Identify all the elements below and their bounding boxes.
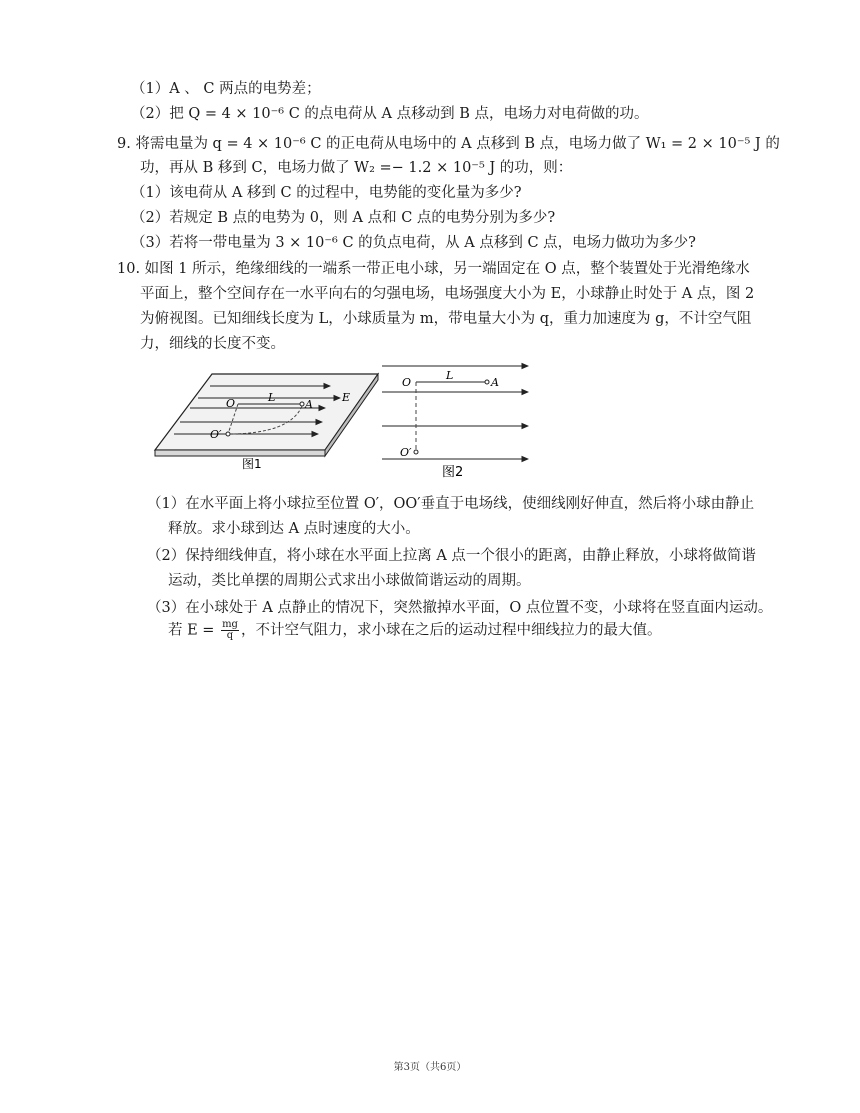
q10-sub2-line2: 运动，类比单摆的周期公式求出小球做简谐运动的周期。 (168, 573, 531, 589)
fig2-caption: 图2 (442, 465, 464, 480)
q8-sub1: （1）A 、 C 两点的电势差； (131, 81, 321, 97)
q10-line4: 力，细线的长度不变。 (140, 336, 285, 352)
q10-line1: 10. 如图 1 所示，绝缘细线的一端系一带正电小球，另一端固定在 O 点，整个装置处于光滑绝缘水 (117, 261, 750, 277)
fraction-denominator: q (226, 630, 234, 641)
fig2-label-a: A (491, 376, 499, 389)
q10-sub2-line1: （2）保持细线伸直，将小球在水平面上拉离 A 点一个很小的距离，由静止释放，小球将做简谐 (147, 548, 756, 564)
q10-sub1-line2: 释放。求小球到达 A 点时速度的大小。 (168, 521, 420, 537)
q10-sub3-pre: 若 E = (168, 622, 220, 639)
q9-line1: 9. 将需电量为 q = 4 × 10⁻⁶ C 的正电荷从电场中的 A 点移到 B 点，电场力做了 W₁ = 2 × 10⁻⁵ J 的 (117, 136, 780, 152)
fig2-label-l: L (446, 369, 454, 382)
q8-sub2: （2）把 Q = 4 × 10⁻⁶ C 的点电荷从 A 点移动到 B 点，电场力对电荷做的功。 (131, 106, 649, 122)
q10-sub3-post: ，不计空气阻力，求小球在之后的运动过程中细线拉力的最大值。 (240, 622, 662, 639)
q10-line3: 为俯视图。已知细线长度为 L，小球质量为 m，带电量大小为 q，重力加速度为 g，不计空气阻 (140, 311, 752, 327)
q9-sub3: （3）若将一带电量为 3 × 10⁻⁶ C 的负点电荷，从 A 点移到 C 点，电场力做功为多少? (131, 235, 696, 251)
q10-line2: 平面上，整个空间存在一水平向右的匀强电场，电场强度大小为 E，小球静止时处于 A 点，图 2 (140, 286, 755, 302)
fig1-label-e: E (342, 391, 351, 404)
q9-sub1: （1）该电荷从 A 移到 C 的过程中，电势能的变化量为多少? (131, 185, 522, 201)
page-footer: 第3页（共6页） (393, 1062, 467, 1073)
fig1-label-o: O (226, 397, 236, 410)
fig2-label-oprime: O′ (400, 446, 412, 459)
fraction-mg-over-q (221, 620, 239, 641)
q10-sub3-line1: （3）在小球处于 A 点静止的情况下，突然撤掉水平面，O 点位置不变，小球将在竖直面内运动。 (147, 600, 773, 616)
fig2-label-o: O (402, 376, 412, 389)
fig1-label-l: L (268, 391, 276, 404)
fig1-label-a: A (305, 398, 313, 411)
figure-1-2 (150, 362, 540, 480)
q9-sub2: （2）若规定 B 点的电势为 0，则 A 点和 C 点的电势分别为多少? (131, 210, 556, 226)
figure-1 (155, 374, 378, 471)
fig1-label-oprime: O′ (210, 428, 222, 441)
q10-sub3-line2 (168, 620, 661, 641)
fig1-caption: 图1 (242, 457, 262, 471)
q10-sub1-line1: （1）在水平面上将小球拉至位置 O′，OO′垂直于电场线，使细线刚好伸直，然后将小球由静止 (147, 496, 755, 512)
figure-2 (382, 366, 528, 480)
q9-line2: 功，再从 B 移到 C，电场力做了 W₂ =− 1.2 × 10⁻⁵ J 的功，则： (140, 160, 573, 176)
fraction-numerator: mg (222, 619, 238, 630)
